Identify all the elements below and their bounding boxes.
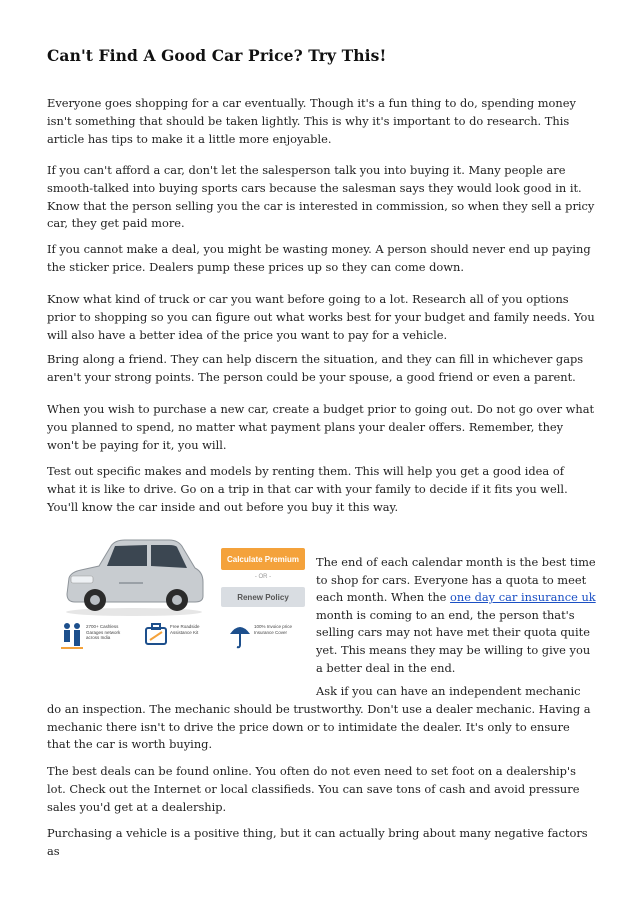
insurance-ad-image [59, 530, 309, 660]
toolkit-icon [145, 620, 167, 650]
side-text-part: month is coming to an end, the person that's selling cars may not have met their quota quite yet. This means they may be willing to give you a better deal in the end. [316, 607, 591, 675]
feature-invoice-cover [229, 618, 309, 658]
feature-label: 2700+ Cashless Garages network across India [86, 624, 121, 640]
feature-garages [61, 618, 141, 658]
paragraph: Bring along a friend. They can help discern the situation, and they can fill in whichever gaps aren't your strong points. The person could be your spouse, a good friend or even a parent. [47, 352, 584, 384]
renew-policy-button: Renew Policy [221, 587, 305, 607]
paragraph: Everyone goes shopping for a car eventually. Though it's a fun thing to do, spending money isn't something that should be taken lightly. This is why it's important to do research. This article has tips to make it a little more enjoyable. [47, 96, 576, 146]
side-text-part: The end of each calendar month is the best time to shop for cars. Everyone has a quota to meet each month. When the [316, 555, 596, 605]
or-separator: - OR - [254, 574, 272, 580]
calculate-premium-button: Calculate Premium [221, 548, 305, 570]
paragraph: Know what kind of truck or car you want before going to a lot. Research all of you options prior to shopping so you can figure out what works best for your budget and family needs. You will also have a better idea of the price you want to pay for a vehicle. [47, 292, 595, 342]
side-paragraph [316, 554, 596, 677]
paragraph-inspection [47, 683, 595, 754]
paragraph-text: Ask if you can have an independent mechanic do an inspection. The mechanic should be trustworthy. Don't use a dealer mechanic. Having a mechanic there isn't to drive the price down or to intimidate the dealer. It's only to ensure that the car is worth buying. [47, 684, 591, 752]
feature-label: 100% Invoice price Insurance Cover [254, 624, 293, 635]
paragraph: The best deals can be found online. You often do not even need to set foot on a dealership's lot. Check out the Internet or local classifieds. You can save tons of cash and avoid pressure sales you'd get at a dealership. [47, 764, 580, 814]
paragraph: Test out specific makes and models by renting them. This will help you get a good idea of what it is like to drive. Go on a trip in that car with your family to decide if it fits you well. You'll know the car inside and out before you buy it this way. [47, 464, 568, 514]
feature-roadside [145, 618, 225, 658]
paragraph: If you cannot make a deal, you might be wasting money. A person should never end up paying the sticker price. Dealers pump these prices up so they can come down. [47, 242, 591, 274]
insurance-link[interactable]: one day car insurance uk [450, 590, 596, 605]
paragraph: Purchasing a vehicle is a positive thing, but it can actually bring about many negative factors as [47, 826, 588, 858]
feature-label: Free Roadside Assistance Kit [170, 624, 200, 635]
garage-network-icon [61, 620, 83, 650]
paragraph: When you wish to purchase a new car, create a budget prior to going out. Do not go over what you planned to spend, no matter what payment plans your dealer offers. Remember, they won't be paying for it, you will. [47, 402, 595, 452]
umbrella-icon [229, 620, 251, 650]
article-title: Can't Find A Good Car Price? Try This! [47, 46, 387, 65]
paragraph: If you can't afford a car, don't let the salesperson talk you into buying it. Many people are smooth-talked into buying sports cars because the salesman says they would look good in it. Know that the person selling you the car is interested in commission, so when they sell a pricy car, they get paid more. [47, 163, 595, 231]
car-image [59, 532, 209, 617]
